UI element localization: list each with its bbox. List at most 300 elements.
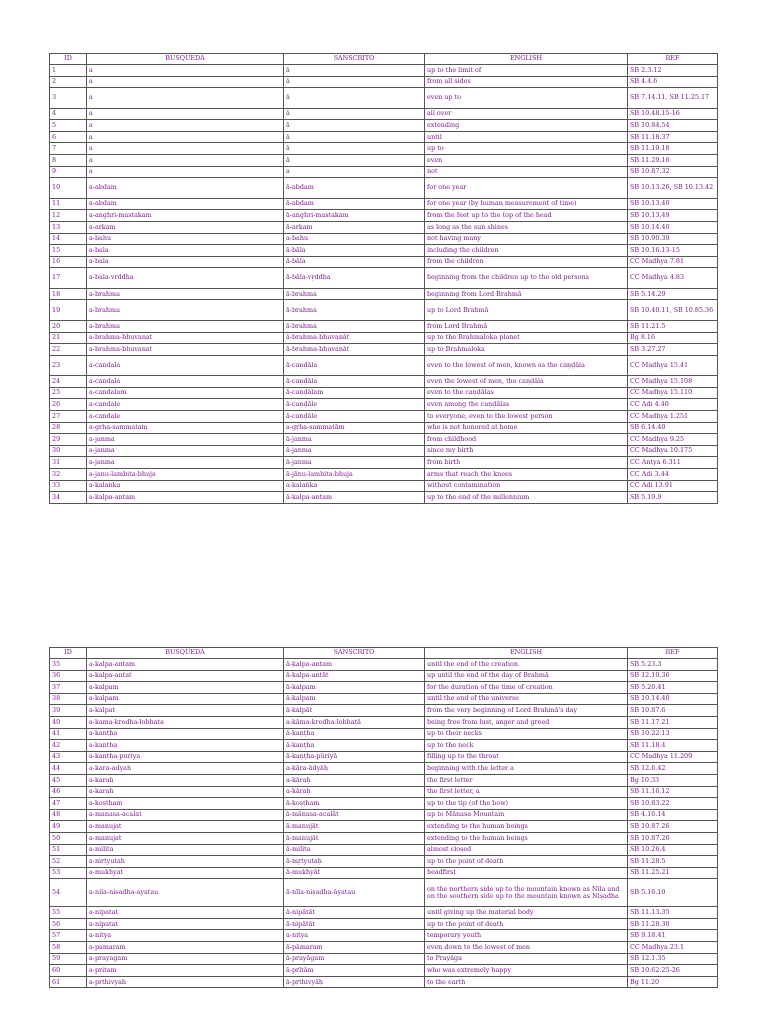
cell-sanscrito: ā-janma — [284, 445, 425, 457]
cell-sanscrito: ā-kaṇṭha — [284, 728, 425, 740]
cell-id: 2 — [50, 76, 87, 88]
cell-id: 4 — [50, 108, 87, 120]
cell-ref: CC Antya 6.311 — [628, 457, 718, 469]
cell-busqueda: a-karah — [87, 774, 284, 786]
cell-english: who is not honored at home — [425, 422, 628, 434]
table-row — [50, 108, 718, 120]
cell-id: 22 — [50, 344, 87, 356]
cell-ref: CC Madhya 1.251 — [628, 410, 718, 422]
table-row — [50, 468, 718, 480]
cell-ref: SB 11.13.35 — [628, 907, 718, 919]
cell-busqueda: a-brahma-bhuvanat — [87, 332, 284, 344]
cell-english: even down to the lowest of men — [425, 942, 628, 954]
cell-english: extending — [425, 120, 628, 132]
cell-sanscrito: ā-caṇḍālam — [284, 387, 425, 399]
header-busqueda: BUSQUEDA — [87, 648, 284, 659]
cell-ref: Bg 10.33 — [628, 774, 718, 786]
cell-busqueda: a — [87, 155, 284, 167]
table-row — [50, 879, 718, 907]
table-row — [50, 445, 718, 457]
cell-id: 24 — [50, 376, 87, 388]
cell-ref: SB 9.18.41 — [628, 930, 718, 942]
cell-id: 53 — [50, 867, 87, 879]
cell-id: 14 — [50, 233, 87, 245]
table-row — [50, 763, 718, 775]
cell-ref: SB 11.29.16 — [628, 155, 718, 167]
cell-id: 13 — [50, 221, 87, 233]
cell-ref: SB 11.18.4 — [628, 740, 718, 752]
cell-id: 61 — [50, 976, 87, 988]
cell-sanscrito: ā-aṅghri-mastakam — [284, 210, 425, 222]
cell-english: until giving up the material body — [425, 907, 628, 919]
cell-sanscrito: ā — [284, 131, 425, 143]
cell-english: even to the lowest of men, known as the caṇḍāla — [425, 355, 628, 376]
cell-busqueda: a-brahma-bhuvanat — [87, 344, 284, 356]
cell-id: 3 — [50, 88, 87, 109]
cell-busqueda: a-bahu — [87, 233, 284, 245]
cell-id: 51 — [50, 844, 87, 856]
cell-ref: CC Madhya 15.108 — [628, 376, 718, 388]
cell-sanscrito: ā-kalpāt — [284, 705, 425, 717]
cell-id: 12 — [50, 210, 87, 222]
cell-english: all over — [425, 108, 628, 120]
cell-id: 7 — [50, 143, 87, 155]
cell-id: 54 — [50, 879, 87, 907]
cell-sanscrito: ā — [284, 108, 425, 120]
cell-sanscrito: ā-milita — [284, 844, 425, 856]
cell-sanscrito: ā-arkam — [284, 221, 425, 233]
cell-id: 55 — [50, 907, 87, 919]
cell-ref: SB 11.28.30 — [628, 918, 718, 930]
cell-english: not having many — [425, 233, 628, 245]
table-row — [50, 728, 718, 740]
cell-english: even to the caṇḍālas — [425, 387, 628, 399]
table-row — [50, 832, 718, 844]
cell-id: 60 — [50, 965, 87, 977]
cell-busqueda: a-bala-vrddha — [87, 268, 284, 289]
cell-sanscrito: a-bahu — [284, 233, 425, 245]
table-row — [50, 716, 718, 728]
cell-english: beginning with the letter a — [425, 763, 628, 775]
cell-ref: SB 10.87.26 — [628, 821, 718, 833]
dictionary-table-2 — [49, 647, 718, 988]
cell-id: 29 — [50, 434, 87, 446]
cell-id: 10 — [50, 178, 87, 199]
cell-busqueda: a-kalanka — [87, 480, 284, 492]
cell-id: 32 — [50, 468, 87, 480]
table-row — [50, 120, 718, 132]
cell-ref: SB 11.17.21 — [628, 716, 718, 728]
cell-ref: SB 10.87.6 — [628, 705, 718, 717]
table-row — [50, 774, 718, 786]
table-row — [50, 143, 718, 155]
cell-english: for the duration of the time of creation — [425, 682, 628, 694]
table-row — [50, 821, 718, 833]
cell-id: 36 — [50, 670, 87, 682]
cell-english: extending to the human beings — [425, 832, 628, 844]
table-row — [50, 178, 718, 199]
cell-ref: SB 10.26.4 — [628, 844, 718, 856]
cell-sanscrito: a-kāra-ādyāḥ — [284, 763, 425, 775]
cell-english: up to Brahmaloka — [425, 344, 628, 356]
cell-sanscrito: ā-caṇḍāla — [284, 355, 425, 376]
table-row — [50, 198, 718, 210]
cell-english: up until the end of the day of Brahmā — [425, 670, 628, 682]
cell-busqueda: a-abdam — [87, 178, 284, 199]
cell-id: 9 — [50, 166, 87, 178]
cell-id: 47 — [50, 798, 87, 810]
cell-english: even — [425, 155, 628, 167]
table-row — [50, 457, 718, 469]
cell-busqueda: a-arkam — [87, 221, 284, 233]
header-ref: REF — [628, 648, 718, 659]
cell-id: 43 — [50, 751, 87, 763]
cell-busqueda: a-kama-krodha-lobhata — [87, 716, 284, 728]
table-body — [50, 65, 718, 504]
cell-sanscrito: ā-abdam — [284, 198, 425, 210]
cell-id: 31 — [50, 457, 87, 469]
table-row — [50, 233, 718, 245]
cell-ref: SB 12.10.36 — [628, 670, 718, 682]
cell-busqueda: a-kalpa-antam — [87, 659, 284, 671]
cell-ref: CC Madhya 15.110 — [628, 387, 718, 399]
cell-id: 58 — [50, 942, 87, 954]
cell-id: 46 — [50, 786, 87, 798]
cell-sanscrito: ā-brahma-bhuvanāt — [284, 344, 425, 356]
cell-english: without contamination — [425, 480, 628, 492]
cell-id: 25 — [50, 387, 87, 399]
cell-busqueda: a-candala — [87, 376, 284, 388]
cell-english: up to the Brahmaloka planet — [425, 332, 628, 344]
cell-busqueda: a-kalpa-antam — [87, 492, 284, 504]
table-row — [50, 88, 718, 109]
cell-sanscrito: ā-brahma-bhuvanāt — [284, 332, 425, 344]
cell-english: being free from lust, anger and greed — [425, 716, 628, 728]
cell-busqueda: a-bala — [87, 245, 284, 257]
cell-id: 15 — [50, 245, 87, 257]
cell-english: to Prayāga — [425, 953, 628, 965]
cell-id: 8 — [50, 155, 87, 167]
cell-english: up to the end of the millennium — [425, 492, 628, 504]
cell-sanscrito: ā-abdam — [284, 178, 425, 199]
cell-english: temporary youth — [425, 930, 628, 942]
cell-busqueda: a-bala — [87, 256, 284, 268]
cell-ref: SB 10.83.22 — [628, 798, 718, 810]
cell-english: up to the point of death — [425, 918, 628, 930]
cell-english: up to Lord Brahmā — [425, 300, 628, 321]
cell-id: 1 — [50, 65, 87, 77]
cell-id: 41 — [50, 728, 87, 740]
table-row — [50, 387, 718, 399]
cell-ref: SB 10.13.49 — [628, 210, 718, 222]
table-row — [50, 332, 718, 344]
table-row — [50, 786, 718, 798]
cell-english: beginning from the children up to the old persons — [425, 268, 628, 289]
cell-id: 23 — [50, 355, 87, 376]
cell-ref: SB 12.1.35 — [628, 953, 718, 965]
cell-busqueda: a-mukhyat — [87, 867, 284, 879]
cell-busqueda: a-candalam — [87, 387, 284, 399]
cell-english: the first letter — [425, 774, 628, 786]
table-row — [50, 131, 718, 143]
cell-busqueda: a-candala — [87, 355, 284, 376]
cell-id: 37 — [50, 682, 87, 694]
table-row — [50, 965, 718, 977]
cell-sanscrito: ā-nipātāt — [284, 907, 425, 919]
table-row — [50, 670, 718, 682]
cell-ref: CC Madhya 15.41 — [628, 355, 718, 376]
cell-sanscrito: ā-brahma — [284, 320, 425, 332]
cell-sanscrito: ā-kalpa-antam — [284, 659, 425, 671]
cell-english: up to the limit of — [425, 65, 628, 77]
cell-busqueda: a-kostham — [87, 798, 284, 810]
cell-sanscrito: a — [284, 166, 425, 178]
cell-ref: SB 6.14.40 — [628, 422, 718, 434]
cell-english: almost closed — [425, 844, 628, 856]
cell-sanscrito: ā-kalpam — [284, 693, 425, 705]
cell-busqueda: a-janma — [87, 434, 284, 446]
cell-id: 30 — [50, 445, 87, 457]
header-english: ENGLISH — [425, 648, 628, 659]
cell-busqueda: a-nitya — [87, 930, 284, 942]
cell-sanscrito: ā — [284, 120, 425, 132]
cell-english: for one year (by human measurement of time) — [425, 198, 628, 210]
cell-sanscrito: a-kāraḥ — [284, 774, 425, 786]
cell-ref: SB 11.16.12 — [628, 786, 718, 798]
cell-english: beginning from Lord Brahmā — [425, 288, 628, 300]
cell-english: arms that reach the knees — [425, 468, 628, 480]
cell-sanscrito: a-nitya — [284, 930, 425, 942]
cell-sanscrito: ā-caṇḍāla — [284, 376, 425, 388]
cell-ref: SB 2.3.12 — [628, 65, 718, 77]
cell-ref: CC Madhya 4.83 — [628, 268, 718, 289]
cell-english: extending to the human beings — [425, 821, 628, 833]
cell-ref: SB 11.25.21 — [628, 867, 718, 879]
table-row — [50, 376, 718, 388]
cell-english: from the children — [425, 256, 628, 268]
table-row — [50, 907, 718, 919]
cell-english: up to the tip (of the bow) — [425, 798, 628, 810]
cell-english: from all sides — [425, 76, 628, 88]
cell-ref: SB 10.48.15-16 — [628, 108, 718, 120]
cell-ref: SB 5.23.3 — [628, 659, 718, 671]
cell-busqueda: a-kalpat — [87, 705, 284, 717]
cell-english: including the children — [425, 245, 628, 257]
cell-english: who was extremely happy — [425, 965, 628, 977]
table-header-row — [50, 648, 718, 659]
cell-ref: SB 10.14.40 — [628, 693, 718, 705]
table-row — [50, 399, 718, 411]
cell-english: headfirst — [425, 867, 628, 879]
cell-busqueda: a-brahma — [87, 300, 284, 321]
table-row — [50, 693, 718, 705]
cell-english: on the northern side up to the mountain known as Nīla and on the southern side up to the mountain known as Niṣadha — [425, 879, 628, 907]
cell-sanscrito: ā-brahma — [284, 288, 425, 300]
table-row — [50, 705, 718, 717]
cell-id: 39 — [50, 705, 87, 717]
cell-sanscrito: ā-mukhyāt — [284, 867, 425, 879]
cell-id: 33 — [50, 480, 87, 492]
cell-ref: CC Madhya 7.81 — [628, 256, 718, 268]
header-english: ENGLISH — [425, 54, 628, 65]
cell-busqueda: a-brahma — [87, 320, 284, 332]
cell-english: from Lord Brahmā — [425, 320, 628, 332]
table-row — [50, 221, 718, 233]
cell-busqueda: a — [87, 143, 284, 155]
cell-busqueda: a — [87, 76, 284, 88]
cell-ref: SB 10.13.40 — [628, 198, 718, 210]
cell-english: to everyone, even to the lowest person — [425, 410, 628, 422]
cell-sanscrito: ā-koṣṭham — [284, 798, 425, 810]
cell-english: for one year — [425, 178, 628, 199]
table-row — [50, 867, 718, 879]
cell-sanscrito: ā-mānasa-acalāt — [284, 809, 425, 821]
cell-busqueda: a-nipatat — [87, 918, 284, 930]
table-row — [50, 300, 718, 321]
cell-ref: CC Madhya 23.1 — [628, 942, 718, 954]
cell-sanscrito: ā-caṇḍāle — [284, 410, 425, 422]
cell-ref: CC Adi 13.91 — [628, 480, 718, 492]
cell-id: 57 — [50, 930, 87, 942]
cell-busqueda: a-manasa-acalat — [87, 809, 284, 821]
table-row — [50, 918, 718, 930]
cell-sanscrito: ā-janma — [284, 457, 425, 469]
cell-sanscrito: ā-mṛtyutaḥ — [284, 856, 425, 868]
table-body — [50, 659, 718, 988]
cell-ref: SB 5.19.9 — [628, 492, 718, 504]
cell-ref: SB 11.21.5 — [628, 320, 718, 332]
cell-ref: CC Adi 4.40 — [628, 399, 718, 411]
cell-sanscrito: a-kāma-krodha-lobhatā — [284, 716, 425, 728]
cell-sanscrito: ā-nīla-niṣadha-āyatau — [284, 879, 425, 907]
cell-id: 6 — [50, 131, 87, 143]
cell-sanscrito: a-kalaṅka — [284, 480, 425, 492]
cell-busqueda: a-kalpam — [87, 693, 284, 705]
table-row — [50, 740, 718, 752]
cell-id: 27 — [50, 410, 87, 422]
cell-busqueda: a — [87, 88, 284, 109]
header-sanscrito: SANSCRITO — [284, 54, 425, 65]
cell-sanscrito: ā-brahma — [284, 300, 425, 321]
cell-sanscrito: ā-manujāt — [284, 821, 425, 833]
cell-busqueda: a-pamaram — [87, 942, 284, 954]
dictionary-table-1 — [49, 53, 718, 504]
cell-english: until the end of the universe — [425, 693, 628, 705]
cell-busqueda: a-kalpa-antat — [87, 670, 284, 682]
table-row — [50, 856, 718, 868]
table-row — [50, 492, 718, 504]
table-row — [50, 751, 718, 763]
cell-ref: SB 10.14.40 — [628, 221, 718, 233]
cell-id: 44 — [50, 763, 87, 775]
cell-busqueda: a — [87, 120, 284, 132]
cell-id: 19 — [50, 300, 87, 321]
cell-sanscrito: ā-jānu-lambita-bhuja — [284, 468, 425, 480]
table-row — [50, 434, 718, 446]
cell-sanscrito: ā-caṇḍāle — [284, 399, 425, 411]
cell-busqueda: a-nipatat — [87, 907, 284, 919]
table-row — [50, 410, 718, 422]
table-row — [50, 155, 718, 167]
cell-ref: SB 10.13.26, SB 10.13.42 — [628, 178, 718, 199]
cell-ref: CC Adi 3.44 — [628, 468, 718, 480]
cell-busqueda: a-janu-lambita-bhuja — [87, 468, 284, 480]
cell-sanscrito: ā — [284, 88, 425, 109]
table-header-row — [50, 54, 718, 65]
cell-busqueda: a-janma — [87, 445, 284, 457]
cell-english: until — [425, 131, 628, 143]
cell-sanscrito: ā-kalpa-antam — [284, 492, 425, 504]
cell-sanscrito: a-gṛha-sammatām — [284, 422, 425, 434]
cell-id: 16 — [50, 256, 87, 268]
table-row — [50, 809, 718, 821]
cell-sanscrito: ā-kaṇṭha-pūriyā — [284, 751, 425, 763]
cell-ref: CC Madhya 10.175 — [628, 445, 718, 457]
cell-busqueda: a-kantha-puriya — [87, 751, 284, 763]
cell-ref: SB 11.18.37 — [628, 131, 718, 143]
cell-english: up to the point of death — [425, 856, 628, 868]
table-row — [50, 166, 718, 178]
table-row — [50, 659, 718, 671]
cell-id: 40 — [50, 716, 87, 728]
cell-id: 17 — [50, 268, 87, 289]
cell-id: 56 — [50, 918, 87, 930]
cell-busqueda: a-kalpam — [87, 682, 284, 694]
table-row — [50, 344, 718, 356]
cell-ref: SB 11.28.5 — [628, 856, 718, 868]
cell-id: 5 — [50, 120, 87, 132]
cell-id: 26 — [50, 399, 87, 411]
cell-busqueda: a-prthivyah — [87, 976, 284, 988]
cell-id: 52 — [50, 856, 87, 868]
cell-sanscrito: ā-pāmaram — [284, 942, 425, 954]
cell-sanscrito: ā-prayāgam — [284, 953, 425, 965]
cell-busqueda: a-karah — [87, 786, 284, 798]
cell-english: to the earth — [425, 976, 628, 988]
cell-ref: SB 11.19.18 — [628, 143, 718, 155]
cell-ref: SB 10.87.26 — [628, 832, 718, 844]
cell-english: up to — [425, 143, 628, 155]
cell-ref: SB 10.87.32 — [628, 166, 718, 178]
cell-busqueda: a-milita — [87, 844, 284, 856]
cell-ref: Bg 11.20 — [628, 976, 718, 988]
cell-english: even the lowest of men, the caṇḍāla — [425, 376, 628, 388]
cell-id: 48 — [50, 809, 87, 821]
cell-sanscrito: a-kāraḥ — [284, 786, 425, 798]
cell-sanscrito: ā-nipātāt — [284, 918, 425, 930]
cell-id: 34 — [50, 492, 87, 504]
table-row — [50, 268, 718, 289]
cell-english: up to the neck — [425, 740, 628, 752]
cell-english: filling up to the throat — [425, 751, 628, 763]
cell-english: not — [425, 166, 628, 178]
table-row — [50, 844, 718, 856]
table-row — [50, 355, 718, 376]
cell-busqueda: a-kantha — [87, 728, 284, 740]
cell-busqueda: a — [87, 65, 284, 77]
cell-ref: SB 10.22.13 — [628, 728, 718, 740]
header-sanscrito: SANSCRITO — [284, 648, 425, 659]
cell-sanscrito: ā-bāla — [284, 245, 425, 257]
cell-busqueda: a-manujat — [87, 821, 284, 833]
cell-ref: CC Madhya 11.209 — [628, 751, 718, 763]
cell-busqueda: a — [87, 108, 284, 120]
cell-english: even among the caṇḍālas — [425, 399, 628, 411]
cell-sanscrito: ā — [284, 76, 425, 88]
cell-ref: SB 10.84.54 — [628, 120, 718, 132]
cell-busqueda: a-anghri-mastakam — [87, 210, 284, 222]
cell-busqueda: a-kantha — [87, 740, 284, 752]
